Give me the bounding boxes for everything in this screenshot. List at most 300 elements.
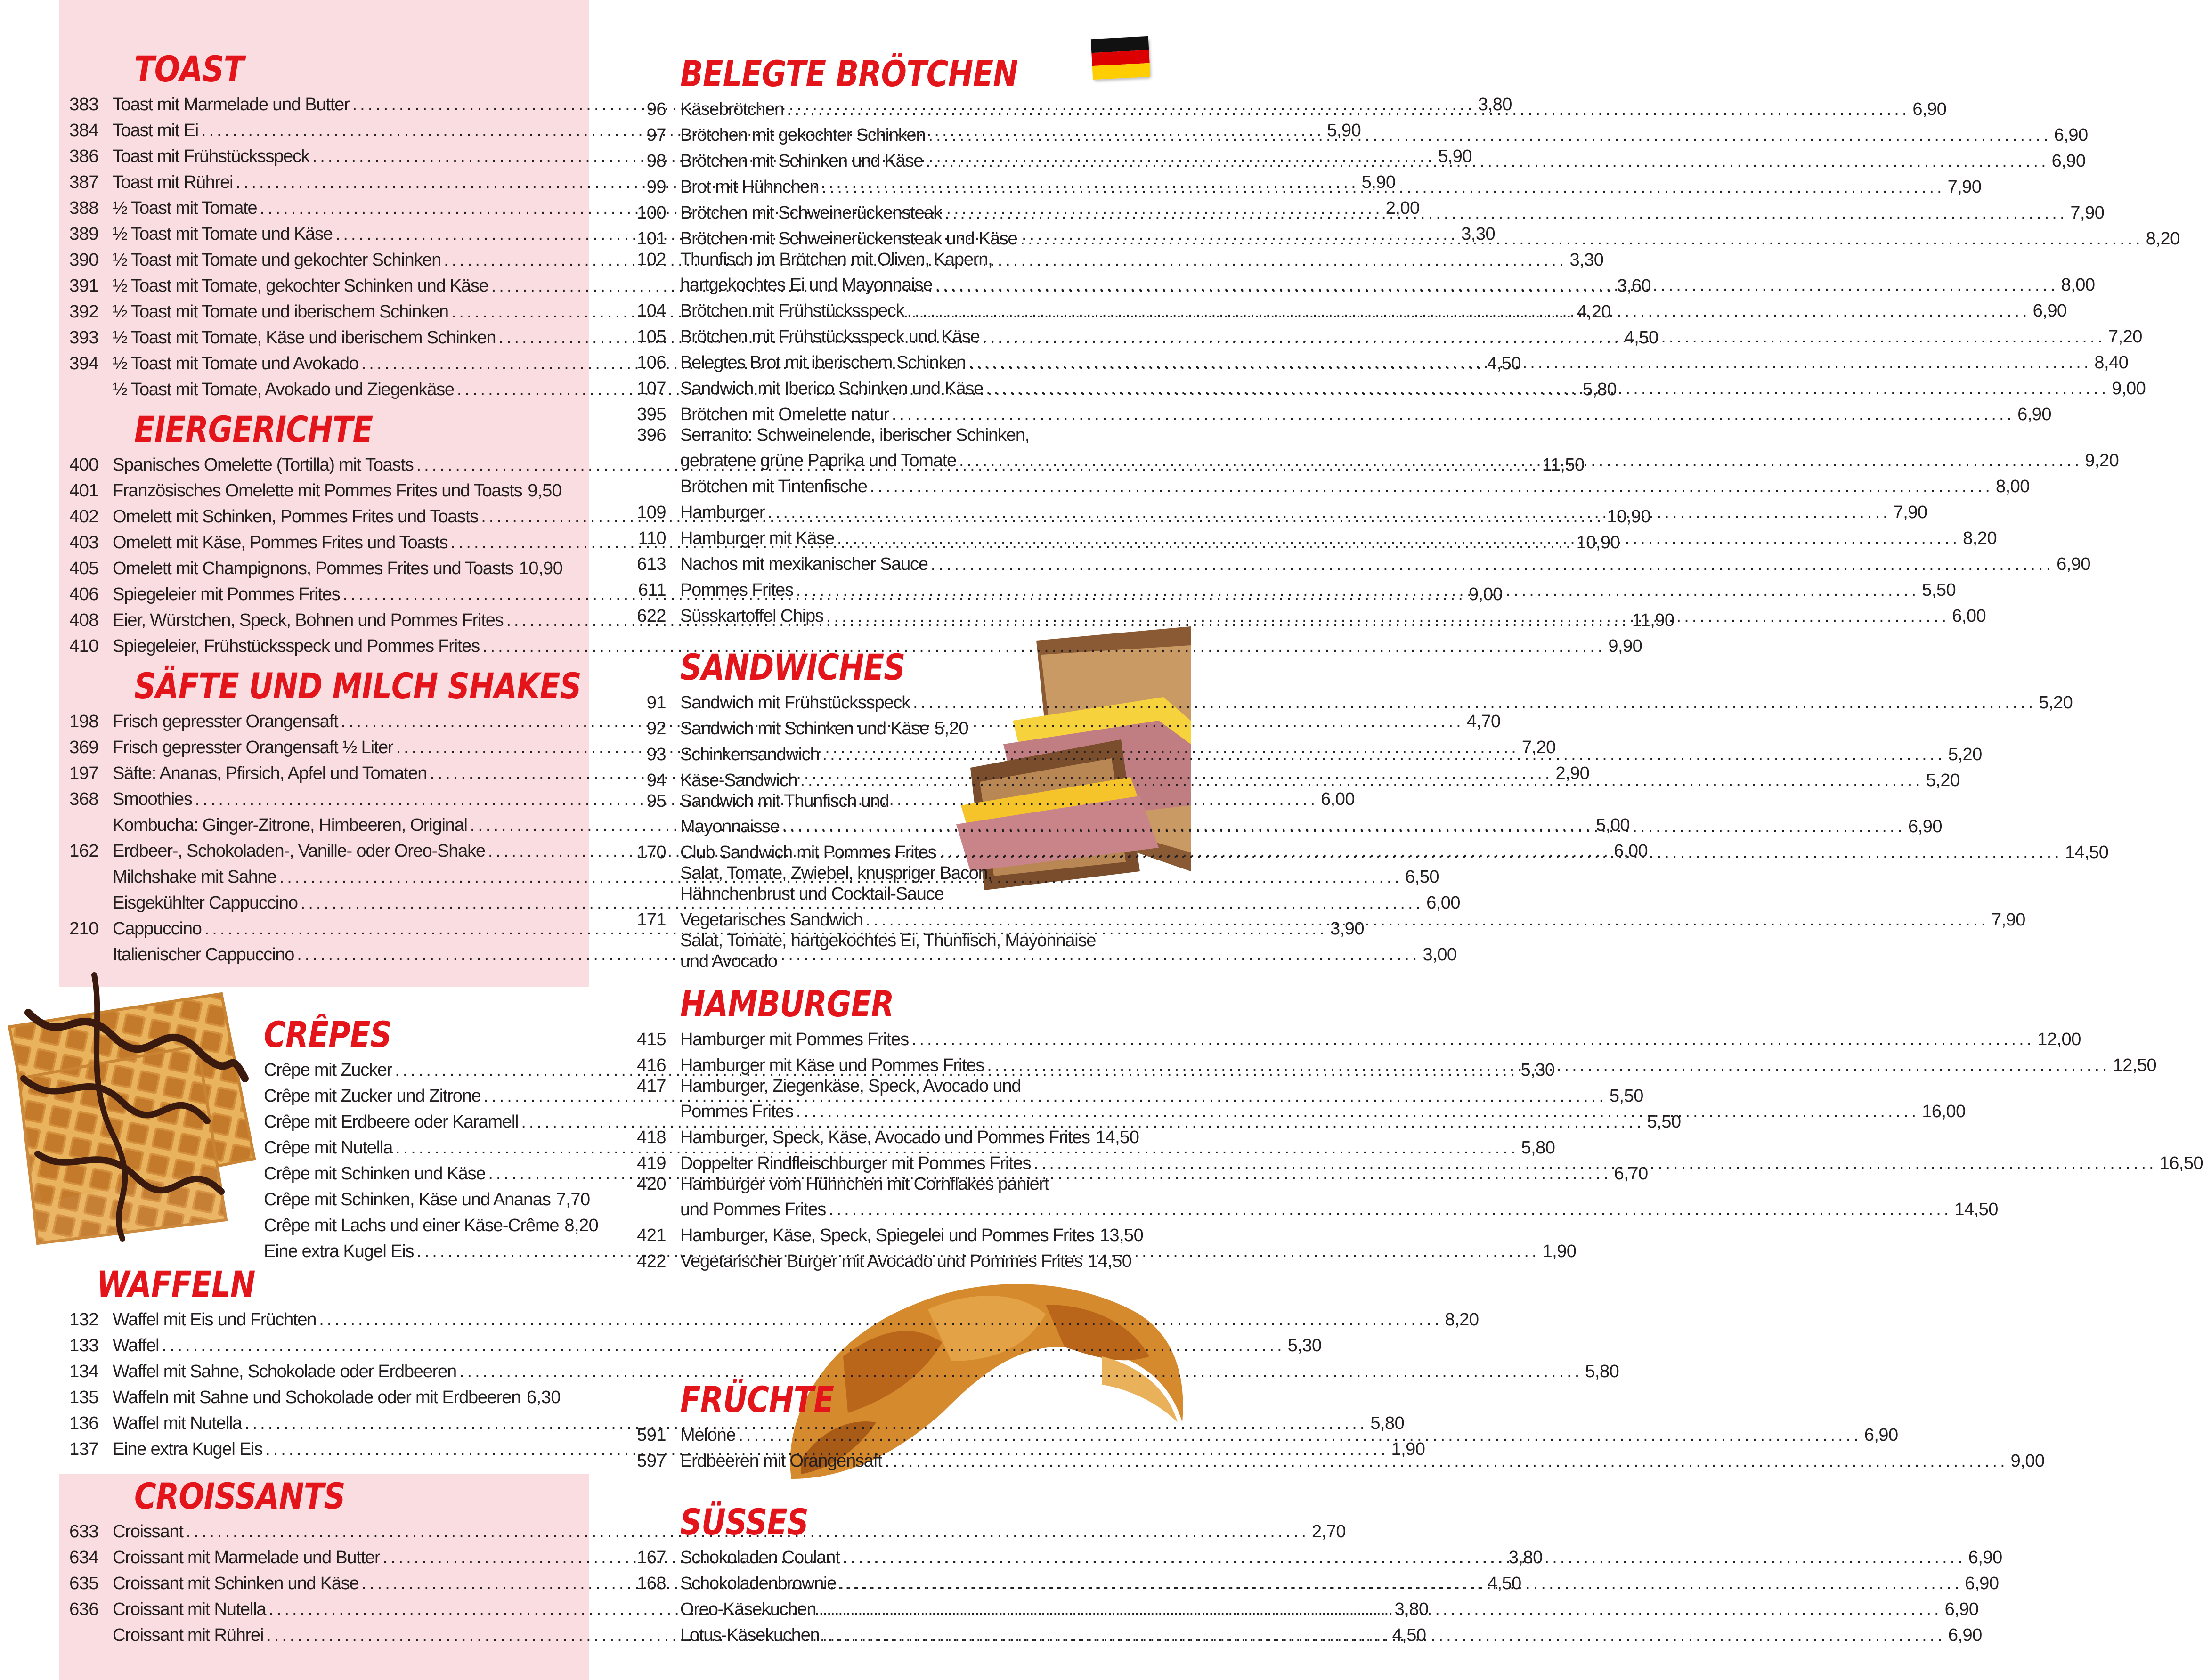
dot-leader	[968, 352, 2091, 373]
item-price: 8,20	[2146, 229, 2180, 249]
item-price: 6,90	[2057, 554, 2091, 574]
item-name: Toast mit Ei	[113, 121, 198, 140]
item-name: Hamburger, Speck, Käse, Avocado und Pommes Frites	[680, 1128, 1090, 1147]
item-name: Crêpe mit Erdbeere oder Karamell	[264, 1112, 519, 1132]
item-price: 3,60	[1617, 276, 1651, 296]
item-name: hartgekochtes Ei und Mayonnaise	[680, 275, 933, 295]
item-price: 4,20	[1577, 302, 1611, 322]
eiergerichte-title: EIERGERICHTE	[134, 408, 373, 450]
item-price: 9,00	[2010, 1451, 2045, 1471]
item-number: 369	[69, 738, 98, 757]
menu-item	[626, 549, 2091, 575]
dot-leader	[935, 275, 2058, 295]
item-number: 421	[637, 1226, 666, 1245]
item-price: 5,50	[1609, 1086, 1643, 1106]
item-name: ½ Toast mit Tomate und gekochter Schinken	[113, 250, 441, 270]
item-number: 102	[637, 250, 666, 269]
item-number: 91	[646, 693, 666, 713]
item-name: Melone	[680, 1425, 736, 1445]
item-number: 394	[69, 354, 98, 373]
item-name: Säfte: Ananas, Pfirsich, Apfel und Tomaten	[113, 763, 427, 783]
dot-leader	[819, 1599, 1942, 1620]
item-number: 633	[69, 1522, 98, 1542]
item-text-stack	[666, 249, 2095, 295]
item-number: 94	[646, 771, 666, 790]
dot-leader	[826, 606, 1949, 626]
item-name: Vegetarischer Burger mit Avocado und Pommes Frites	[680, 1251, 1082, 1271]
item-name: Toast mit Frühstücksspeck	[113, 146, 309, 166]
item-price: 5,20	[2039, 693, 2073, 713]
item-price: 7,90	[1893, 503, 1927, 522]
item-price: 2,70	[1312, 1522, 1346, 1542]
item-price: 6,90	[1912, 99, 1947, 119]
menu-item	[59, 475, 561, 501]
item-name: Milchshake mit Sahne	[113, 867, 276, 887]
item-name: Waffel mit Eis und Früchten	[113, 1310, 317, 1330]
item-number: 408	[69, 610, 98, 630]
item-name: Mayonnaisse	[680, 817, 780, 836]
item-number: 95	[646, 791, 666, 811]
suesses-title: SÜSSES	[680, 1501, 809, 1543]
dot-leader	[822, 744, 1945, 765]
dot-leader	[1020, 228, 2143, 249]
item-text-stack	[666, 1174, 1998, 1220]
item-name: Hamburger	[680, 503, 765, 522]
menu-item	[626, 1220, 1144, 1246]
item-name: Schokoladenbrownie	[680, 1574, 837, 1593]
item-name: Omelett mit Käse, Pommes Frites und Toasts	[113, 533, 448, 552]
menu-item	[59, 631, 1642, 657]
item-name: ½ Toast mit Tomate und Käse	[113, 224, 333, 244]
item-number: 104	[637, 301, 666, 321]
item-name-line1: Hamburger vom Hühnchen mit Cornflakes paniert	[680, 1174, 1049, 1194]
hamburger-title: HAMBURGER	[680, 983, 894, 1025]
item-number: 396	[637, 425, 666, 445]
item-price: 6,50	[1405, 867, 1439, 887]
item-name: Brötchen mit Tintenfische	[680, 477, 867, 496]
item-number: 162	[69, 841, 98, 861]
dot-leader	[944, 203, 2067, 223]
item-name: Oreo-Käsekuchen	[680, 1599, 816, 1619]
item-name: Brot mit Hühnchen	[680, 177, 819, 197]
item-description-line: und Avocado	[680, 951, 777, 971]
menu-item	[626, 713, 968, 739]
item-name: Waffeln mit Sahne und Schokolade oder mit Erdbeeren	[113, 1388, 521, 1407]
item-number: 109	[637, 503, 666, 522]
item-price: 3,00	[1423, 945, 1457, 965]
item-price: 8,00	[2061, 275, 2095, 295]
item-price: 7,90	[1947, 177, 1982, 197]
item-number: 393	[69, 328, 98, 348]
item-price: 10,90	[1576, 533, 1620, 552]
item-price: 3,30	[1569, 250, 1604, 270]
item-price: 4,70	[1466, 712, 1501, 731]
item-number: 420	[637, 1174, 666, 1194]
item-number: 392	[69, 302, 98, 322]
item-name: Hamburger mit Pommes Frites	[680, 1030, 909, 1049]
item-number: 92	[646, 719, 666, 739]
item-number: 167	[637, 1548, 666, 1567]
item-name: Eisgekühlter Cappuccino	[113, 893, 298, 913]
menu-item	[626, 471, 2030, 497]
item-price: 6,00	[1614, 841, 1648, 861]
item-number: 403	[69, 533, 98, 552]
item-name: Hamburger, Käse, Speck, Spiegelei und Pommes Frites	[680, 1226, 1094, 1245]
item-price: 16,50	[2159, 1153, 2203, 1173]
dot-leader	[782, 816, 1905, 837]
item-price: 9,00	[1468, 584, 1503, 604]
item-name: Brötchen mit Frühstücksspeck	[680, 301, 904, 321]
item-price: 6,00	[1952, 606, 1986, 626]
dot-leader	[796, 580, 1919, 601]
item-name: Kombucha: Ginger-Zitrone, Himbeeren, Original	[113, 815, 467, 835]
item-number: 636	[69, 1599, 98, 1619]
dot-leader	[459, 1361, 1582, 1382]
item-number: 388	[69, 198, 98, 218]
dot-leader	[866, 909, 1989, 930]
item-name: Spanisches Omelette (Tortilla) mit Toasts	[113, 455, 414, 475]
item-number: 110	[638, 528, 666, 548]
item-name: ½ Toast mit Tomate, gekochter Schinken und Käse	[113, 276, 488, 296]
waffle-photo	[0, 956, 264, 1248]
item-number: 96	[646, 99, 666, 119]
item-number: 98	[646, 151, 666, 171]
dot-leader	[800, 770, 1923, 791]
item-name: Sandwich mit Frühstücksspeck	[680, 693, 910, 713]
item-name: Croissant	[113, 1522, 183, 1542]
item-number: 136	[69, 1413, 98, 1433]
item-name: Crêpe mit Lachs und einer Käse-Crême	[264, 1216, 559, 1235]
item-name: Waffel	[113, 1336, 159, 1355]
item-name: Käsebrötchen	[680, 99, 784, 119]
item-price: 5,30	[1287, 1336, 1322, 1355]
item-name: Toast mit Rührei	[113, 172, 233, 192]
menu-item	[626, 399, 2052, 425]
item-price: 7,70	[556, 1190, 590, 1209]
item-number: 100	[637, 203, 666, 223]
item-number: 168	[637, 1574, 666, 1593]
item-price: 5,90	[1361, 172, 1396, 192]
menu-item	[264, 1184, 590, 1210]
item-name: und Pommes Frites	[680, 1200, 826, 1219]
item-price: 3,30	[1461, 224, 1496, 244]
item-number: 405	[69, 559, 98, 578]
item-number: 395	[637, 405, 666, 424]
item-number: 417	[637, 1076, 666, 1096]
item-price: 4,50	[1487, 354, 1521, 373]
dot-leader	[911, 1029, 2034, 1050]
item-price: 2,90	[1555, 763, 1590, 783]
item-number: 107	[637, 379, 666, 398]
item-name: Hamburger mit Käse und Pommes Frites	[680, 1055, 984, 1075]
menu-item	[59, 1408, 1405, 1434]
menu-item	[59, 553, 561, 579]
item-name: Vegetarisches Sandwich	[680, 910, 863, 930]
item-name: gebratene grüne Paprika und Tomate	[680, 451, 956, 471]
item-number: 597	[637, 1451, 666, 1471]
item-number: 368	[69, 789, 98, 809]
item-number: 622	[637, 606, 666, 626]
item-price: 5,50	[1922, 580, 1956, 600]
item-name-line2	[680, 1195, 1998, 1220]
belegte-broetchen-title: BELEGTE BRÖTCHEN	[680, 53, 1018, 95]
item-name: Frisch gepresster Orangensaft ½ Liter	[113, 738, 393, 757]
item-number: 97	[646, 125, 666, 145]
item-name-line1: Hamburger, Ziegenkäse, Speck, Avocado und	[680, 1076, 1021, 1096]
item-number: 387	[69, 172, 98, 192]
item-name: Croissant mit Marmelade und Butter	[113, 1548, 380, 1567]
item-number: 132	[69, 1310, 98, 1330]
item-name: Käse-Sandwich	[680, 771, 797, 790]
item-price: 5,20	[935, 719, 968, 739]
item-name: Crêpe mit Zucker und Zitrone	[264, 1086, 481, 1106]
item-name: Waffel mit Nutella	[113, 1413, 242, 1433]
item-number: 402	[69, 507, 98, 527]
item-price: 6,00	[1321, 789, 1355, 809]
item-name-line1: Thunfisch im Brötchen mit Oliven, Kapern,	[680, 250, 992, 269]
item-price: 14,50	[1088, 1251, 1132, 1271]
item-price: 4,50	[1487, 1574, 1521, 1593]
item-name: Frisch gepresster Orangensaft	[113, 712, 338, 731]
item-name-line2	[680, 812, 1942, 837]
item-number: 400	[69, 455, 98, 475]
item-price: 6,00	[1426, 893, 1461, 913]
item-name: Schinkensandwich	[680, 745, 820, 764]
item-name: Crêpe mit Zucker	[264, 1060, 392, 1080]
item-price: 5,80	[1370, 1413, 1405, 1433]
item-number: 635	[69, 1574, 98, 1593]
dot-leader	[907, 300, 2030, 321]
item-name: Croissant mit Nutella	[113, 1599, 266, 1619]
item-description	[626, 863, 1107, 904]
item-name: ½ Toast mit Tomate und Avokado	[113, 354, 358, 373]
item-number: 591	[637, 1425, 666, 1445]
item-price: 5,20	[1948, 745, 1982, 764]
item-number: 386	[69, 146, 98, 166]
item-name: Brötchen mit Schweinerückensteak und Käse	[680, 229, 1017, 249]
menu-item	[264, 1210, 599, 1236]
item-price: 10,90	[519, 559, 563, 578]
dot-leader	[162, 1335, 1284, 1356]
dot-leader	[928, 125, 2051, 146]
item-price: 6,90	[2054, 125, 2088, 145]
item-name: Schokoladen Coulant	[680, 1548, 840, 1567]
menu-item	[59, 1304, 1479, 1330]
item-number: 171	[637, 910, 666, 930]
item-price: 9,00	[2112, 379, 2146, 398]
dot-leader	[913, 692, 2036, 713]
item-price: 6,90	[1965, 1574, 1999, 1593]
item-name: Crêpe mit Schinken und Käse	[264, 1164, 486, 1184]
croissants-title: CROISSANTS	[134, 1475, 345, 1517]
item-text-stack	[666, 1076, 1966, 1122]
dot-leader	[1033, 1153, 2156, 1174]
item-price: 4,50	[1624, 328, 1658, 348]
item-name: Pommes Frites	[680, 1102, 793, 1121]
item-name: Brötchen mit Schweinerückensteak	[680, 203, 942, 223]
waffeln-title: WAFFELN	[97, 1263, 255, 1305]
item-price: 2,00	[1385, 198, 1420, 218]
item-description-line: Salat, Tomate, Zwiebel, knuspriger Bacon,	[680, 863, 992, 883]
item-name: Omelett mit Champignons, Pommes Frites und Toasts	[113, 559, 513, 578]
dot-leader	[839, 1573, 1962, 1594]
item-price: 3,80	[1478, 95, 1512, 114]
item-number: 613	[637, 554, 666, 574]
item-price: 5,00	[1596, 815, 1630, 835]
dot-leader	[738, 1425, 1861, 1445]
item-price: 6,90	[2051, 151, 2086, 171]
item-price: 6,90	[2032, 301, 2067, 321]
item-description	[626, 930, 1107, 972]
item-price: 11,50	[1542, 455, 1585, 475]
item-number: 390	[69, 250, 98, 270]
item-name: Doppelter Rindfleischburger mit Pommes Frites	[680, 1153, 1031, 1173]
item-price: 12,00	[2037, 1030, 2081, 1049]
dot-leader	[821, 177, 1944, 197]
item-number: 611	[638, 580, 666, 600]
crepes-title: CRÊPES	[264, 1014, 391, 1055]
item-name-line1: Sandwich mit Thunfisch und	[680, 791, 889, 811]
item-price: 3,80	[1508, 1548, 1543, 1567]
item-number: 105	[637, 327, 666, 347]
toast-title: TOAST	[134, 48, 244, 90]
item-number: 99	[646, 177, 666, 197]
menu-item	[59, 1382, 561, 1408]
item-text-stack	[666, 791, 1942, 837]
item-number: 210	[69, 919, 98, 939]
item-number: 383	[69, 95, 98, 114]
item-price: 8,00	[1995, 477, 2030, 496]
item-name: Spiegeleier, Frühstücksspeck und Pommes Frites	[113, 636, 480, 656]
item-price: 6,90	[1864, 1425, 1898, 1445]
item-price: 10,90	[1607, 507, 1651, 527]
item-price: 6,90	[1968, 1548, 2002, 1567]
item-price: 5,80	[1585, 1362, 1619, 1381]
item-price: 8,20	[564, 1216, 599, 1235]
item-price: 6,90	[1908, 817, 1942, 836]
item-name: Brötchen mit Omelette natur	[680, 405, 889, 424]
item-name: Pommes Frites	[680, 580, 793, 600]
menu-item	[626, 1024, 2081, 1050]
dot-leader	[939, 842, 2062, 863]
item-number: 133	[69, 1336, 98, 1355]
item-price: 9,90	[1608, 636, 1642, 656]
item-price: 6,90	[1944, 1599, 1979, 1619]
item-number: 401	[69, 481, 98, 501]
item-price: 3,90	[1330, 919, 1364, 939]
menu-item	[59, 1330, 1322, 1356]
fruechte-title: FRÜCHTE	[680, 1379, 834, 1420]
item-number: 384	[69, 121, 98, 140]
item-name: Italienischer Cappuccino	[113, 945, 294, 965]
item-name: Brötchen mit Frühstücksspeck und Käse	[680, 327, 980, 347]
dot-leader	[892, 404, 2015, 425]
dot-leader	[829, 1199, 1951, 1220]
item-name: Brötchen mit Schinken und Käse	[680, 151, 923, 171]
item-price: 1,90	[1542, 1242, 1577, 1261]
sandwiches-title: SANDWICHES	[680, 646, 905, 688]
item-price: 4,50	[1392, 1625, 1426, 1645]
menu-item	[626, 1246, 1132, 1272]
menu-item	[59, 1356, 1619, 1382]
item-name: ½ Toast mit Tomate	[113, 198, 257, 218]
item-name: ½ Toast mit Tomate und iberischem Schinken	[113, 302, 448, 322]
item-price: 8,40	[2094, 353, 2129, 373]
item-price: 6,30	[527, 1388, 561, 1407]
item-number: 634	[69, 1548, 98, 1567]
item-price: 5,90	[1327, 121, 1361, 140]
item-number: 406	[69, 584, 98, 604]
item-name-line1: Serranito: Schweinelende, iberischer Schinken,	[680, 425, 1030, 445]
item-price: 5,90	[1438, 146, 1472, 166]
item-name: Omelett mit Schinken, Pommes Frites und Toasts	[113, 507, 479, 527]
dot-leader	[842, 1547, 1965, 1568]
item-name: Eier, Würstchen, Speck, Bohnen und Pommes Frites	[113, 610, 504, 630]
item-price: 5,20	[1926, 771, 1960, 790]
item-name: Eine extra Kugel Eis	[264, 1242, 414, 1261]
item-number: 419	[637, 1153, 666, 1173]
item-price: 5,80	[1521, 1138, 1555, 1158]
dot-leader	[959, 450, 2082, 471]
item-number: 416	[637, 1055, 666, 1075]
dot-leader	[787, 99, 1910, 120]
item-name: Cappuccino	[113, 919, 202, 939]
item-description-line: Salat, Tomate, hartgekochtes Ei, Thunfisch, Mayonnaise	[680, 931, 1096, 950]
item-price: 8,20	[1963, 528, 1997, 548]
dot-leader	[983, 326, 2105, 347]
item-price: 3,80	[1394, 1599, 1429, 1619]
item-name: Sandwich mit Iberico Schinken und Käse	[680, 379, 984, 398]
item-name: Crêpe mit Schinken, Käse und Ananas	[264, 1190, 551, 1209]
item-number: 389	[69, 224, 98, 244]
item-price: 8,20	[1445, 1310, 1479, 1330]
item-name: Erdbeer-, Schokoladen-, Vanille- oder Oreo-Shake	[113, 841, 485, 861]
item-number: 106	[637, 353, 666, 373]
item-price: 13,50	[1099, 1226, 1144, 1245]
item-price: 7,20	[2108, 327, 2142, 347]
item-number: 415	[637, 1030, 666, 1049]
item-name: Toast mit Marmelade und Butter	[113, 95, 350, 114]
item-name: Süsskartoffel Chips	[680, 606, 823, 626]
item-price: 7,90	[1991, 910, 2025, 930]
item-name: Erdbeeren mit Orangensaft	[680, 1451, 882, 1471]
item-price: 6,90	[1948, 1625, 1982, 1645]
item-number: 135	[69, 1388, 98, 1407]
item-name: Waffel mit Sahne, Schokolade oder Erdbeeren	[113, 1362, 456, 1381]
item-price: 16,00	[1922, 1102, 1966, 1121]
item-number: 170	[637, 843, 666, 862]
item-price: 14,50	[1095, 1128, 1139, 1147]
item-name: Sandwich mit Schinken und Käse	[680, 719, 929, 739]
item-number: 422	[637, 1251, 666, 1271]
item-price: 6,90	[2017, 405, 2052, 424]
item-number: 198	[69, 712, 98, 731]
item-description-line: Hähnchenbrust und Cocktail-Sauce	[680, 884, 944, 904]
dot-leader	[767, 502, 1890, 523]
item-number: 391	[69, 276, 98, 296]
dot-leader	[822, 1625, 1945, 1646]
dot-leader	[986, 378, 2109, 399]
item-number: 137	[69, 1439, 98, 1459]
item-price: 7,90	[2070, 203, 2105, 223]
dot-leader	[885, 1451, 2008, 1471]
item-name: Brötchen mit gekochter Schinken	[680, 125, 926, 145]
item-number: 418	[637, 1128, 666, 1147]
item-price: 9,50	[528, 481, 562, 501]
dot-leader	[931, 554, 2054, 575]
item-price: 5,50	[1647, 1112, 1681, 1132]
item-number: 197	[69, 763, 98, 783]
